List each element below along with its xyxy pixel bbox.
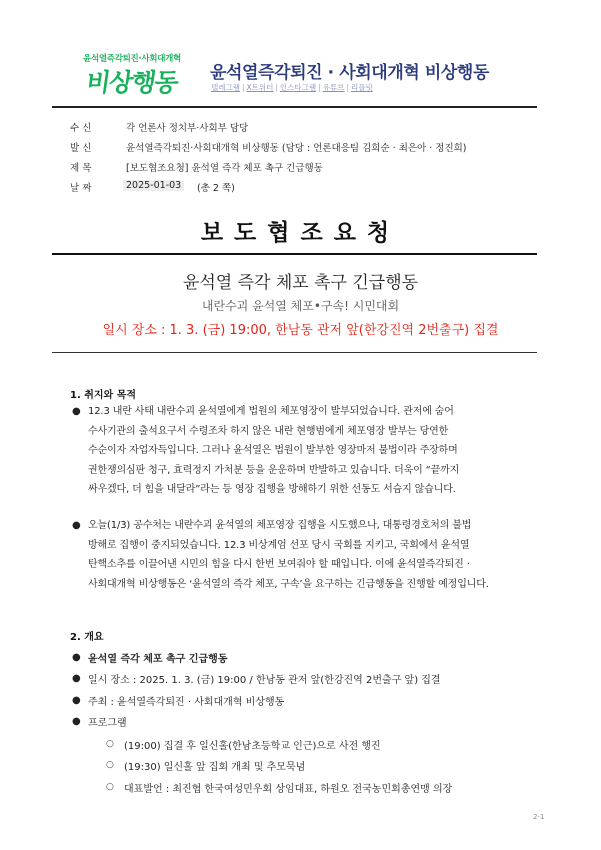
header-divider <box>52 106 537 108</box>
circle-bullet: ○ <box>106 739 114 749</box>
meta-subject-label: 제 목 <box>70 163 92 174</box>
meta-to-value: 각 언론사 정치부·사회부 담당 <box>126 123 249 134</box>
logo-big-text: 비상행동 <box>84 68 180 97</box>
meta-subject-value: [보도협조요청] 윤석열 즉각 체포 촉구 긴급행동 <box>126 163 323 174</box>
headline-when: 일시 장소 : 1. 3. (금) 19:00, 한남동 관저 앞(한강진역 2번출구) 집결 <box>102 323 499 338</box>
bullet-dot: ● <box>72 716 81 727</box>
section1-paragraph-1 <box>88 402 459 500</box>
para1-line-2: 수사기관의 출석요구서 수령조차 하지 않은 내란 현행범에게 체포영장 발부는 당연한 <box>88 425 449 437</box>
circle-bullet: ○ <box>106 760 114 770</box>
overview-item-1: 윤석열 즉각 체포 촉구 긴급행동 <box>88 654 228 665</box>
link-instagram[interactable]: 인스타그램 <box>279 83 317 92</box>
meta-pages-value: (총 2 쪽) <box>197 183 235 194</box>
link-youtube[interactable]: 유튜브 <box>322 83 345 92</box>
title-divider <box>52 253 537 255</box>
headline-main: 윤석열 즉각 체포 촉구 긴급행동 <box>182 273 419 293</box>
overview-item-3: 주최 : 윤석열즉각퇴진 · 사회대개혁 비상행동 <box>88 697 285 708</box>
headline-sub: 내란수괴 윤석열 체포•구속! 시민대회 <box>201 299 400 313</box>
para2-line-3: 탄핵소추를 이끌어낸 시민의 힘을 다시 한번 보여줘야 할 때입니다. 이에 윤석열즉각퇴진 · <box>88 559 470 571</box>
logo-small-text: 윤석열즉각퇴진·사회대개혁 <box>83 54 181 64</box>
meta-from-label: 발 신 <box>70 143 92 154</box>
para2-line-1: 오늘(1/3) 공수처는 내란수괴 윤석열의 체포영장 집행을 시도했으나, 대통령경호처의 불법 <box>88 520 472 531</box>
org-title: 윤석열즉각퇴진 · 사회대개혁 비상행동 <box>210 63 489 83</box>
program-item-2: (19:30) 일신홀 앞 집회 개최 및 추모묵념 <box>124 762 306 773</box>
meta-date-value: 2025-01-03 <box>123 180 184 191</box>
bullet-dot: ● <box>72 652 81 663</box>
headline-divider <box>52 352 537 353</box>
meta-from-value: 윤석열즉각퇴진·사회대개혁 비상행동 (담당 : 언론대응팀 김희순 · 최은아 · 정진희) <box>126 143 467 154</box>
para1-line-1: 12.3 내란 사태 내란수괴 윤석열에게 법원의 체포영장이 발부되었습니다. 관저에 숨어 <box>88 406 454 417</box>
para2-line-4: 사회대개혁 비상행동은 ‘윤석열의 즉각 체포, 구속’을 요구하는 긴급행동을 진행할 예정입니다. <box>88 578 489 590</box>
page-number: 2-1 <box>533 813 545 821</box>
para1-line-5: 싸우겠다, 더 힘을 내달라”라는 등 영장 집행을 방해하기 위한 선동도 서슴지 않습니다. <box>88 484 456 496</box>
section1-title: 1. 취지와 목적 <box>70 390 137 401</box>
section2-title: 2. 개요 <box>70 632 104 643</box>
circle-bullet: ○ <box>106 782 114 792</box>
para1-line-4: 권한쟁의심판 청구, 효력정지 가처분 등을 운운하며 반발하고 있습니다. 더욱이 “끝까지 <box>88 464 460 476</box>
social-links: 텔레그램 | X트위터 | 인스타그램 | 유튜브 | 리플릿 <box>211 83 373 92</box>
para1-line-3: 수순이자 자업자득입니다. 그러나 윤석열은 법원이 발부한 영장마저 불법이라 주장하며 <box>88 445 458 457</box>
meta-to-label: 수 신 <box>70 123 92 134</box>
bullet-dot: ● <box>72 520 81 531</box>
program-item-3: 대표발언 : 최진협 한국여성민우회 상임대표, 하원오 전국농민회총연맹 의장 <box>124 784 453 795</box>
org-logo <box>72 52 192 98</box>
doc-type-title: 보도협조요청 <box>200 220 401 246</box>
link-twitter[interactable]: X트위터 <box>246 83 274 92</box>
section1-paragraph-2 <box>88 516 489 594</box>
meta-date-label: 날 짜 <box>70 183 92 194</box>
link-leaflet[interactable]: 리플릿 <box>350 83 373 92</box>
bullet-dot: ● <box>72 695 81 706</box>
overview-item-4: 프로그램 <box>88 718 127 729</box>
link-telegram[interactable]: 텔레그램 <box>211 83 240 92</box>
para2-line-2: 방해로 집행이 중지되었습니다. 12.3 비상계엄 선포 당시 국회를 지키고, 국회에서 윤석열 <box>88 539 470 551</box>
overview-item-2: 일시 장소 : 2025. 1. 3. (금) 19:00 / 한남동 관저 앞(한강진역 2번출구 앞) 집결 <box>88 675 441 686</box>
bullet-dot: ● <box>72 673 81 684</box>
bullet-dot: ● <box>72 406 81 417</box>
program-item-1: (19:00) 집결 후 일신홀(한남초등학교 인근)으로 사전 행진 <box>124 741 381 752</box>
